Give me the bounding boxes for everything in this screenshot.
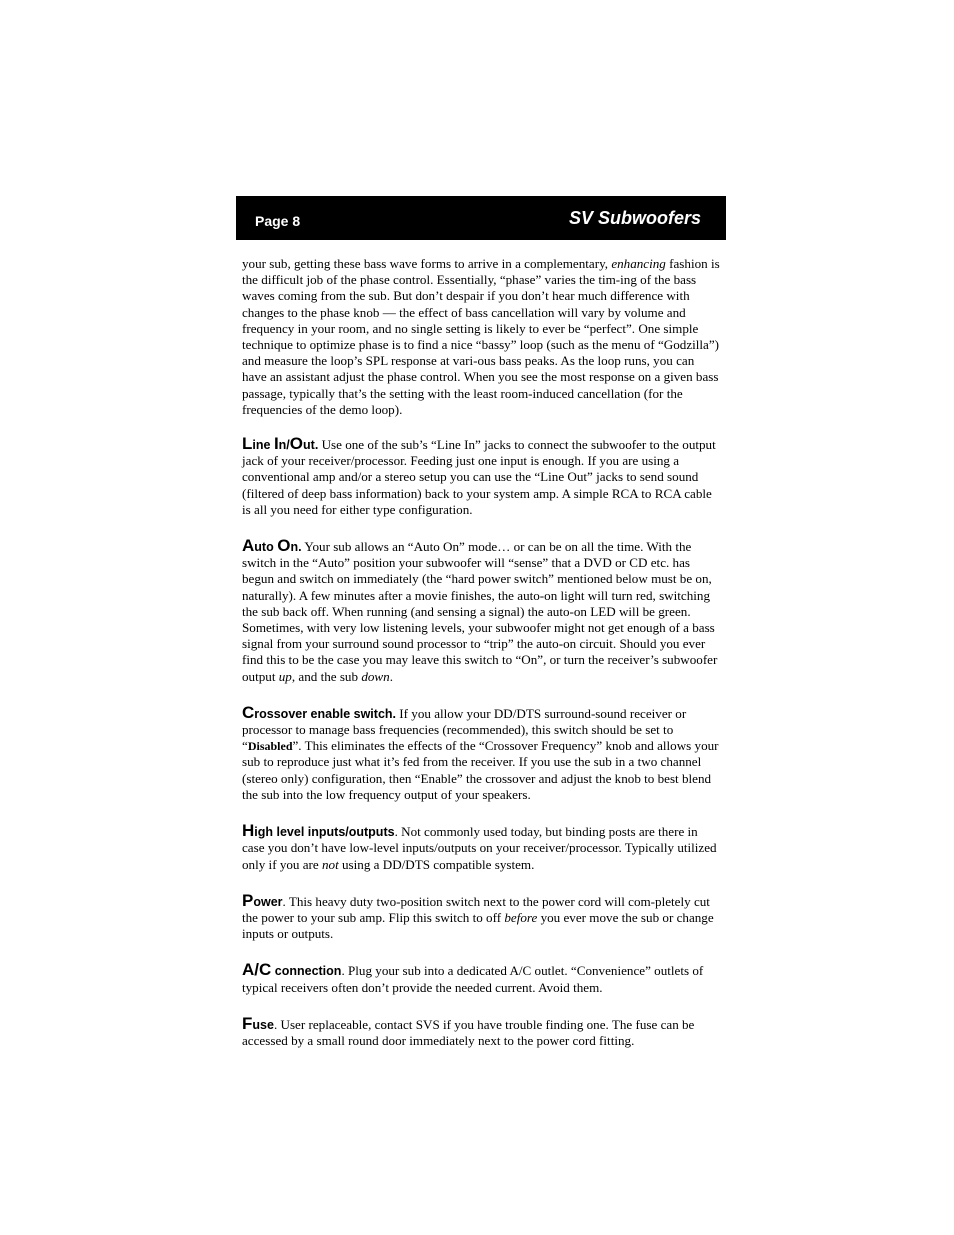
section-heading: Fuse bbox=[242, 1013, 274, 1033]
paragraph-text: you ever move the sub or change inputs or outputs. bbox=[242, 909, 714, 942]
paragraph-text: . User replaceable, contact SVS if you have trouble finding one. The fuse can be accessed by a small round door immediately next to the power cord fitting. bbox=[242, 1016, 695, 1048]
manual-body bbox=[242, 256, 722, 1069]
section-heading: Power bbox=[242, 890, 283, 910]
bold-text: Disabled bbox=[247, 739, 293, 754]
paragraph-text: . This heavy duty two-position switch next to the power cord will com-pletely cut the power to your sub amp. Flip this switch to off bbox=[242, 893, 710, 925]
ac-section bbox=[242, 962, 722, 995]
document-title: SV Subwoofers bbox=[568, 208, 701, 228]
crossover-section bbox=[242, 702, 722, 803]
emphasis-text: enhancing bbox=[611, 256, 666, 271]
paragraph-text: using a DD/DTS compatible system. bbox=[338, 856, 535, 872]
emphasis-text: up bbox=[278, 668, 292, 684]
auto-on-section bbox=[242, 538, 722, 685]
fuse-section bbox=[242, 1013, 722, 1049]
section-heading: Crossover enable switch. bbox=[242, 702, 397, 722]
power-section bbox=[242, 890, 722, 943]
phase-paragraph bbox=[242, 256, 722, 418]
paragraph-text: If you allow your DD/DTS surround-sound receiver or processor to manage bass frequencies (recommended), this switch should be set to “ bbox=[242, 705, 687, 754]
section-heading: Auto On. bbox=[242, 536, 302, 556]
emphasis-text: before bbox=[504, 909, 538, 925]
line-inout-section bbox=[242, 436, 722, 518]
paragraph-text: ”. This eliminates the effects of the “Crossover Frequency” knob and allows your sub to reproduce just what it’s fed from the receiver. If you use the sub in a two channel (stereo only) configuration, then “Enable” the crossover and adjust the knob to best blend the sub into the low frequency output of your speakers. bbox=[242, 738, 719, 802]
paragraph-text: Your sub allows an “Auto On” mode… or can be on all the time. With the switch in the “Auto” position your subwoofer will “sense” that a DVD or CD etc. has begun and switch on immediately (the “hard power switch” mentioned below must be on, naturally). A few minutes after a movie finishes, the auto-on light will turn red, switching the sub back off. When running (and sensing a signal) the auto-on LED will be green. Sometimes, with very low listening levels, your subwoofer might not get enough of a bass signal from your surround sound processor to “trip” the auto-on circuit. Should you ever find this to be the case you may leave this switch to “On”, or turn the receiver’s subwoofer output bbox=[242, 539, 718, 684]
paragraph-text: Use one of the sub’s “Line In” jacks to connect the subwoofer to the output jack of your receiver/processor. Feeding just one input is enough. If you are using a conventional amp and/or a stereo setup you can use the “Line Out” jacks to send sound (filtered of deep bass information) back to your system amp. A simple RCA to RCA cable is all you need for either type configuration. bbox=[242, 437, 716, 517]
emphasis-text: not bbox=[322, 856, 339, 872]
paragraph-text: your sub, getting these bass wave forms to arrive in a complementary, bbox=[242, 256, 612, 271]
paragraph-text: , and the sub bbox=[291, 668, 362, 684]
paragraph-text: . Not commonly used today, but binding posts are there in case you don’t have low-level inputs/outputs on your receiver/processor. Typically utilized only if you are bbox=[242, 824, 717, 872]
paragraph-text: fashion is the difficult job of the phase control. Essentially, “phase” varies the tim-ing of the bass waves coming from the sub. But don’t despair if you don’t hear much difference with changes to the phase knob — the effect of bass cancellation will vary by volume and frequency in your room, and no single setting is likely to ever be “perfect”. One simple technique to optimize phase is to find a nice “bassy” loop (such as the menu of “Godzilla”) and measure the loop’s SPL response at vari-ous bass peaks. As the loop runs, you can have an assistant adjust the phase control. When you see the most response on a given bass passage, typically that’s the setting with the least room-induced cancellation (for the frequencies of the demo loop). bbox=[242, 256, 720, 417]
section-heading: A/C connection bbox=[242, 960, 342, 980]
section-heading: Line In/Out. bbox=[242, 434, 319, 454]
high-level-section bbox=[242, 823, 722, 873]
paragraph-text: . bbox=[389, 668, 393, 684]
section-heading: High level inputs/outputs bbox=[242, 821, 395, 841]
paragraph-text: . Plug your sub into a dedicated A/C outlet. “Convenience” outlets of typical receivers often don’t provide the needed current. Avoid them. bbox=[242, 963, 704, 995]
page-number: Page 8 bbox=[255, 213, 301, 229]
emphasis-text: down bbox=[361, 668, 390, 684]
page-header bbox=[236, 196, 726, 240]
